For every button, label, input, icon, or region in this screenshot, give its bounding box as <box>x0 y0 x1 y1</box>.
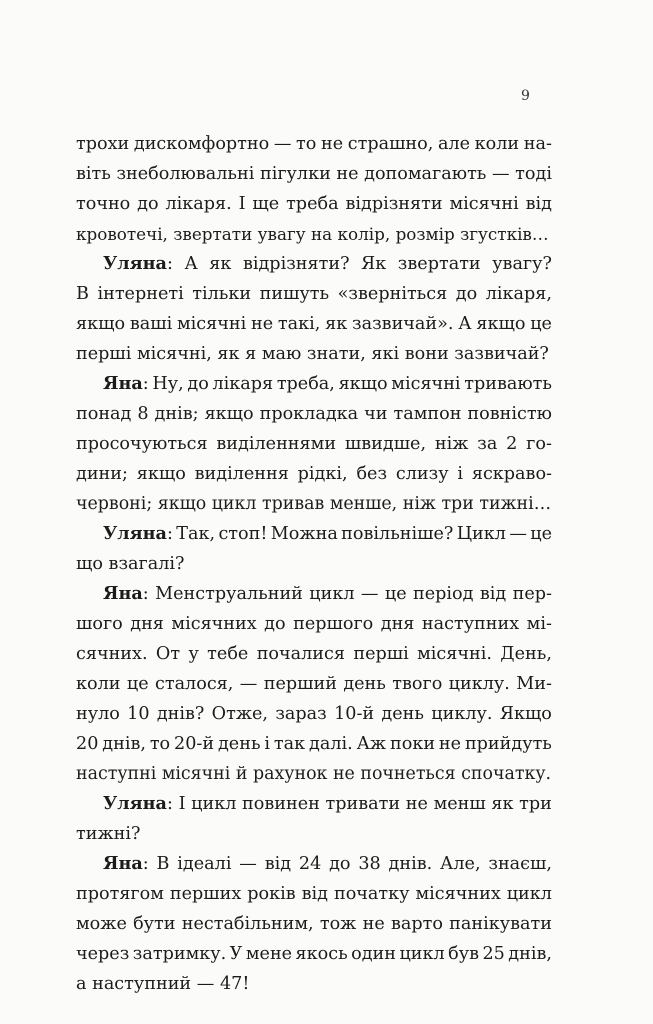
text-line: точно до лікаря. І ще треба відрізняти місячні від <box>76 194 552 214</box>
text-line: тижні? <box>76 824 141 844</box>
text-line: Уляна: А як відрізняти? Як звертати увагу? <box>76 249 552 279</box>
text-line: Уляна: Так, стоп! Можна повільніше? Цикл — це <box>76 519 552 549</box>
text-line: сячних. От у тебе почалися перші місячні. День, <box>76 644 552 664</box>
text-line: коли це сталося, — перший день твого циклу. Ми- <box>76 674 552 694</box>
text-line: через затримку. У мене якось один цикл був 25 днів, <box>76 944 552 964</box>
text-line: Яна: В ідеалі — від 24 до 38 днів. Але, знаєш, <box>76 849 552 879</box>
text-line: 20 днів, то 20-й день і так далі. Аж поки не прийдуть <box>76 734 552 754</box>
page-number: 9 <box>521 88 530 104</box>
text-line: що взагалі? <box>76 554 185 574</box>
text-line: кровотечі, звертати увагу на колір, розмір згустків… <box>76 224 549 244</box>
text-line: В інтернеті тільки пишуть «зверніться до лікаря, <box>76 284 552 304</box>
text-line: дини; якщо виділення рідкі, без слизу і яскраво- <box>76 464 552 484</box>
text-line: а наступний — 47! <box>76 974 250 994</box>
text-body <box>76 129 552 999</box>
text-line: якщо ваші місячні не такі, як зазвичай». А якщо це <box>76 314 552 334</box>
text-line: трохи дискомфортно — то не страшно, але коли на- <box>76 134 552 154</box>
text-line: понад 8 днів; якщо прокладка чи тампон повністю <box>76 404 552 424</box>
speaker-name: Уляна <box>103 523 167 544</box>
speaker-name: Уляна <box>103 253 167 274</box>
text-line: Яна: Менструальний цикл — це період від пер- <box>76 579 552 609</box>
text-line: червоні; якщо цикл тривав менше, ніж три тижні… <box>76 494 552 514</box>
text-line: віть знеболювальні пігулки не допомагають — тоді <box>76 164 552 184</box>
text-line: нуло 10 днів? Отже, зараз 10-й день циклу. Якщо <box>76 704 552 724</box>
text-line: може бути нестабільним, тож не варто панікувати <box>76 914 552 934</box>
speaker-name: Яна <box>103 373 143 394</box>
text-line: шого дня місячних до першого дня наступних мі- <box>76 614 552 634</box>
speaker-name: Яна <box>103 583 143 604</box>
text-line: наступні місячні й рахунок не почнеться спочатку. <box>76 764 552 784</box>
text-line: Уляна: І цикл повинен тривати не менш як три <box>76 789 552 819</box>
speaker-name: Уляна <box>103 793 167 814</box>
text-line: перші місячні, як я маю знати, які вони зазвичай? <box>76 344 549 364</box>
speaker-name: Яна <box>103 853 143 874</box>
text-line: протягом перших років від початку місячних цикл <box>76 884 552 904</box>
text-line: просочуються виділеннями швидше, ніж за 2 го- <box>76 434 552 454</box>
text-line: Яна: Ну, до лікаря треба, якщо місячні тривають <box>76 369 552 399</box>
